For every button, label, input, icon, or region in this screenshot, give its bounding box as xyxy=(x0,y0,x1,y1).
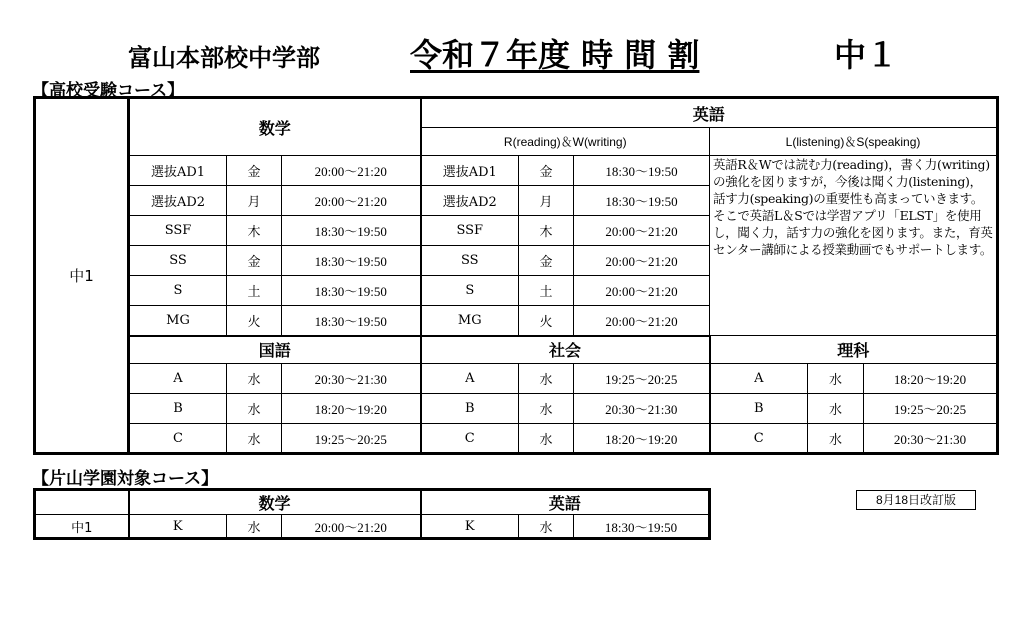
social-time: 20:30～21:30 xyxy=(574,394,710,424)
social-time: 19:25～20:25 xyxy=(574,364,710,394)
english-time: 18:30～19:50 xyxy=(574,156,710,186)
katayama-math-time: 20:00～21:20 xyxy=(282,515,421,539)
english-rw-header: R(reading)＆W(writing) xyxy=(421,128,710,156)
japanese-class: C xyxy=(129,424,227,454)
subject-english-header: 英語 xyxy=(421,98,998,128)
math-class: MG xyxy=(129,306,227,336)
science-time: 20:30～21:30 xyxy=(864,424,998,454)
math-time: 18:30～19:50 xyxy=(282,246,421,276)
subject-japanese-header: 国語 xyxy=(129,336,421,364)
school-name: 富山本部校中学部 xyxy=(128,44,320,72)
english-day: 金 xyxy=(519,246,574,276)
math-time: 18:30～19:50 xyxy=(282,216,421,246)
katayama-grade-cell: 中1 xyxy=(35,515,129,539)
english-ls-note: 英語R＆Wでは読む力(reading)，書く力(writing)の強化を図りますが，今後は聞く力(listening)，話す力(speaking)の重要性も高まっていきます。そこで英語L＆Sでは学習アプリ「ELST」を使用し，聞く力，話す力の強化を図ります。また，育英センター講師による授業動画でもサポートします。 xyxy=(710,156,998,336)
math-day: 土 xyxy=(227,276,282,306)
math-class: S xyxy=(129,276,227,306)
subject-social-header: 社会 xyxy=(421,336,710,364)
katayama-math-class: K xyxy=(129,515,227,539)
english-time: 20:00～21:20 xyxy=(574,276,710,306)
english-time: 20:00～21:20 xyxy=(574,216,710,246)
japanese-day: 水 xyxy=(227,394,282,424)
english-ls-header: L(listening)＆S(speaking) xyxy=(710,128,998,156)
revision-badge: 8月18日改訂版 xyxy=(856,490,976,510)
math-day: 金 xyxy=(227,246,282,276)
grade-heading: 中１ xyxy=(834,36,899,74)
course-label-katayama: 【片山学園対象コース】 xyxy=(32,469,219,489)
math-day: 月 xyxy=(227,186,282,216)
japanese-time: 20:30～21:30 xyxy=(282,364,421,394)
science-class: C xyxy=(710,424,808,454)
math-day: 金 xyxy=(227,156,282,186)
japanese-class: B xyxy=(129,394,227,424)
english-time: 18:30～19:50 xyxy=(574,186,710,216)
math-day: 火 xyxy=(227,306,282,336)
katayama-english-class: K xyxy=(421,515,519,539)
japanese-time: 18:20～19:20 xyxy=(282,394,421,424)
katayama-header-blank xyxy=(35,490,129,515)
english-class: 選抜AD2 xyxy=(421,186,519,216)
math-time: 18:30～19:50 xyxy=(282,276,421,306)
social-class: A xyxy=(421,364,519,394)
math-time: 20:00～21:20 xyxy=(282,156,421,186)
science-day: 水 xyxy=(808,394,864,424)
timetable-title: 令和７年度 時 間 割 xyxy=(410,36,700,74)
exam-course-timetable xyxy=(33,96,999,455)
math-class: SS xyxy=(129,246,227,276)
english-class: 選抜AD1 xyxy=(421,156,519,186)
grade-cell: 中1 xyxy=(35,98,129,454)
english-day: 木 xyxy=(519,216,574,246)
science-time: 19:25～20:25 xyxy=(864,394,998,424)
science-class: A xyxy=(710,364,808,394)
science-time: 18:20～19:20 xyxy=(864,364,998,394)
katayama-english-time: 18:30～19:50 xyxy=(574,515,710,539)
english-time: 20:00～21:20 xyxy=(574,246,710,276)
social-class: B xyxy=(421,394,519,424)
english-class: MG xyxy=(421,306,519,336)
math-time: 20:00～21:20 xyxy=(282,186,421,216)
katayama-math-day: 水 xyxy=(227,515,282,539)
japanese-day: 水 xyxy=(227,364,282,394)
social-day: 水 xyxy=(519,364,574,394)
english-day: 土 xyxy=(519,276,574,306)
social-day: 水 xyxy=(519,394,574,424)
math-time: 18:30～19:50 xyxy=(282,306,421,336)
katayama-english-day: 水 xyxy=(519,515,574,539)
subject-science-header: 理科 xyxy=(710,336,998,364)
science-day: 水 xyxy=(808,364,864,394)
katayama-english-header: 英語 xyxy=(421,490,710,515)
science-day: 水 xyxy=(808,424,864,454)
katayama-math-header: 数学 xyxy=(129,490,421,515)
math-day: 木 xyxy=(227,216,282,246)
english-day: 金 xyxy=(519,156,574,186)
japanese-time: 19:25～20:25 xyxy=(282,424,421,454)
japanese-class: A xyxy=(129,364,227,394)
social-time: 18:20～19:20 xyxy=(574,424,710,454)
subject-math-header: 数学 xyxy=(129,98,421,156)
math-class: SSF xyxy=(129,216,227,246)
math-class: 選抜AD2 xyxy=(129,186,227,216)
english-class: SS xyxy=(421,246,519,276)
math-class: 選抜AD1 xyxy=(129,156,227,186)
course-label-exam: 【高校受験コース】 xyxy=(32,81,185,101)
social-day: 水 xyxy=(519,424,574,454)
social-class: C xyxy=(421,424,519,454)
english-day: 月 xyxy=(519,186,574,216)
english-class: S xyxy=(421,276,519,306)
katayama-course-timetable xyxy=(33,488,711,540)
english-day: 火 xyxy=(519,306,574,336)
japanese-day: 水 xyxy=(227,424,282,454)
science-class: B xyxy=(710,394,808,424)
english-time: 20:00～21:20 xyxy=(574,306,710,336)
english-class: SSF xyxy=(421,216,519,246)
